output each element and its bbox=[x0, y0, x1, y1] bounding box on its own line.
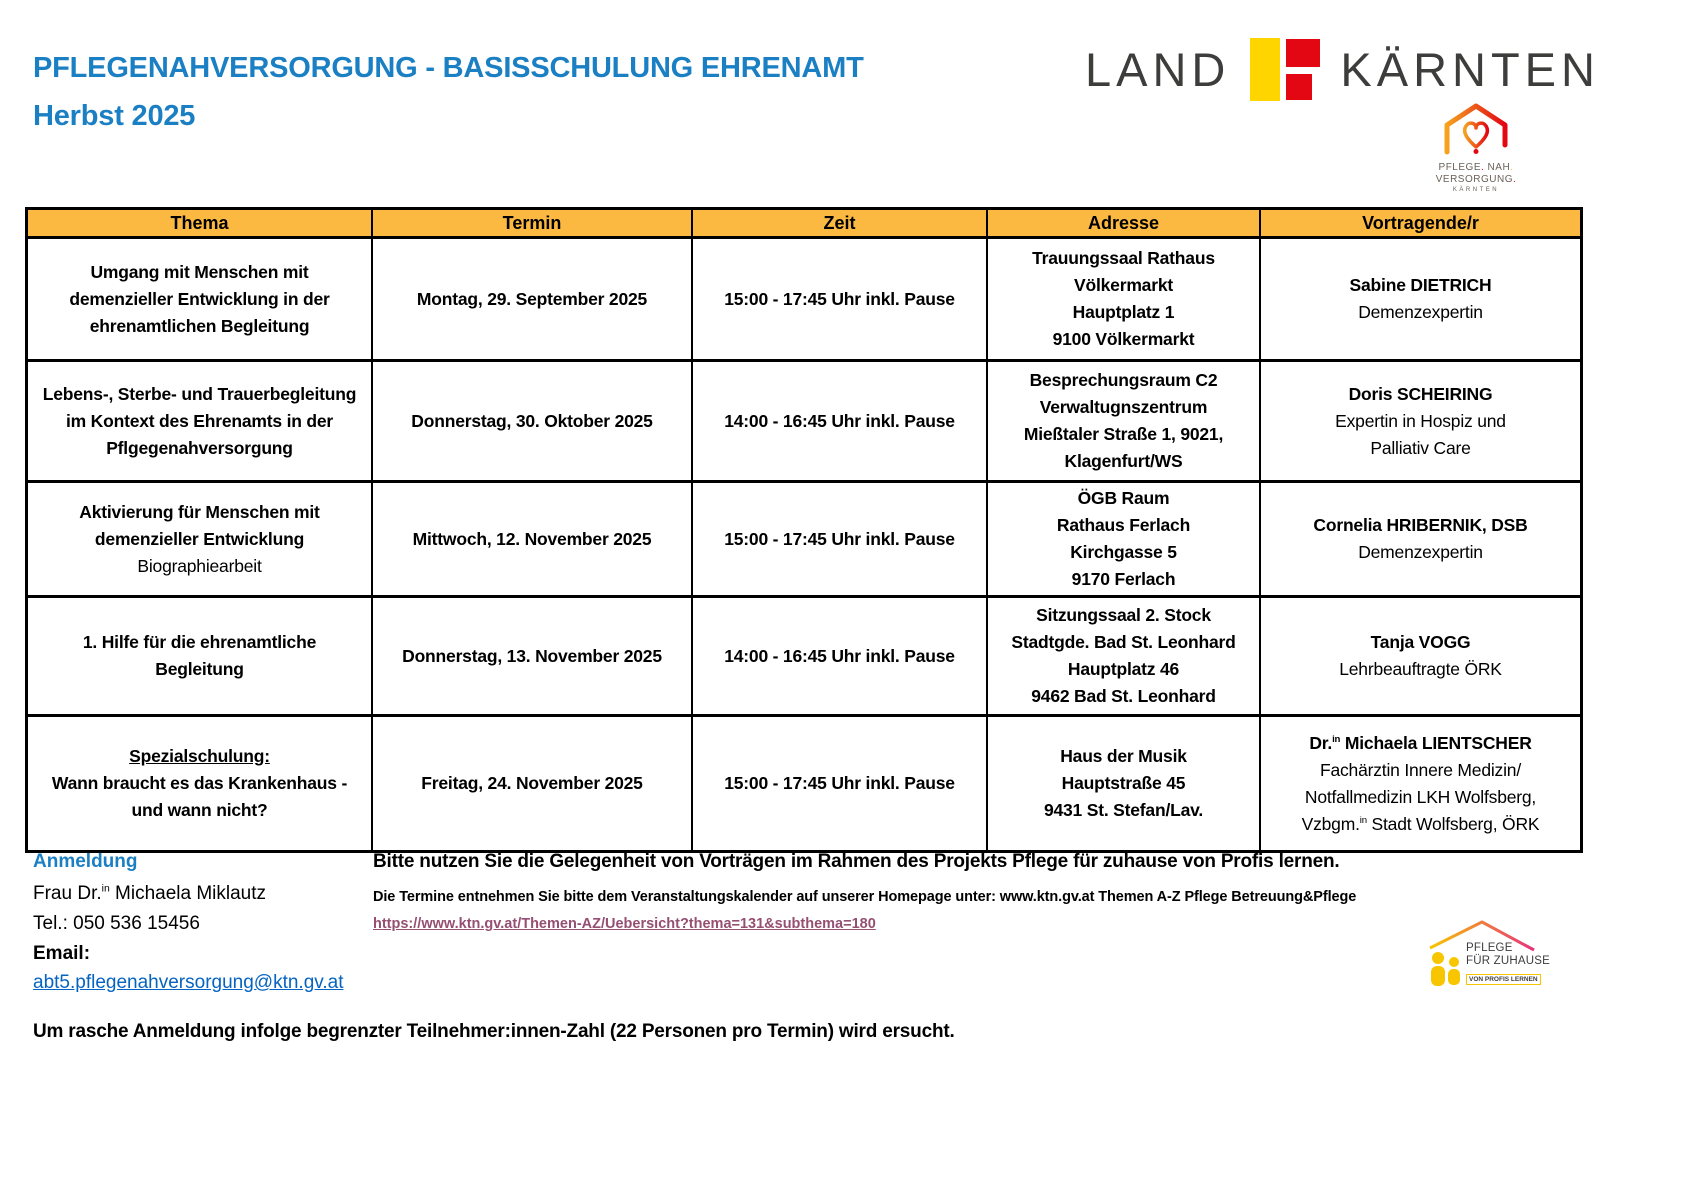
cell-zeit: 15:00 - 17:45 Uhr inkl. Pause bbox=[693, 483, 988, 598]
homepage-link[interactable]: https://www.ktn.gv.at/Themen-AZ/Uebersicht?thema=131&subthema=180 bbox=[373, 916, 876, 932]
info-text-secondary: Die Termine entnehmen Sie bitte dem Veranstaltungskalender auf unserer Homepage unter: www.ktn.gv.at Themen A-Z Pflege Betreuung&Pflege bbox=[373, 889, 1357, 905]
cell-vortragende: Dr.$^{in}$ Michaela LIENTSCHER Fachärztin Innere Medizin/ Notfallmedizin LKH Wolfsberg, Vzbgm.$^{in}$ Stadt Wolfsberg, ÖRK bbox=[1301, 732, 1540, 834]
cell-thema: Spezialschulung: Wann braucht es das Krankenhaus - und wann nicht? bbox=[28, 717, 373, 850]
pfz-logo-text-3: VON PROFIS LERNEN bbox=[1466, 974, 1541, 985]
cell-zeit: 14:00 - 16:45 Uhr inkl. Pause bbox=[693, 598, 988, 717]
flag-red-squares bbox=[1286, 38, 1320, 100]
pfz-logo-text-2: FÜR ZUHAUSE bbox=[1466, 955, 1550, 967]
email-label: Email: bbox=[33, 943, 91, 964]
email-link[interactable]: abt5.pflegenahversorgung@ktn.gv.at bbox=[33, 972, 344, 993]
cell-termin: Donnerstag, 13. November 2025 bbox=[373, 598, 693, 717]
column-header-zeit: Zeit bbox=[693, 210, 988, 239]
pnv-logo-text-3: KÄRNTEN bbox=[1452, 187, 1500, 193]
schedule-table bbox=[25, 207, 1583, 853]
house-heart-icon bbox=[1434, 100, 1518, 162]
pfz-logo-text bbox=[1466, 942, 1550, 986]
pnv-logo-text-2: VERSORGUNG. bbox=[1435, 174, 1517, 185]
column-header-thema: Thema bbox=[28, 210, 373, 239]
cell-thema: 1. Hilfe für die ehrenamtliche Begleitung bbox=[28, 598, 373, 717]
cell-adresse: Sitzungssaal 2. Stock Stadtgde. Bad St. Leonhard Hauptplatz 46 9462 Bad St. Leonhard bbox=[988, 598, 1261, 717]
pflege-nah-versorgung-logo bbox=[1422, 100, 1530, 193]
cell-adresse: Besprechungsraum C2 Verwaltugnszentrum Mießtaler Straße 1, 9021, Klagenfurt/WS bbox=[988, 362, 1261, 483]
kaernten-flag-icon bbox=[1250, 38, 1320, 101]
contact-name: Frau Dr.$^{in}$ Michaela Miklautz bbox=[33, 883, 267, 904]
cell-thema: Umgang mit Menschen mit demenzieller Entwicklung in der ehrenamtlichen Begleitung bbox=[28, 239, 373, 362]
cell-thema: Lebens-, Sterbe- und Trauerbegleitung im Kontext des Ehrenamts in der Pflgegenahversorgung bbox=[28, 362, 373, 483]
anmeldung-heading: Anmeldung bbox=[33, 851, 138, 872]
pflege-fuer-zuhause-logo bbox=[1424, 912, 1550, 994]
info-text-primary: Bitte nutzen Sie die Gelegenheit von Vorträgen im Rahmen des Projekts Pflege für zuhause von Profis lernen. bbox=[373, 851, 1340, 872]
cell-thema: Aktivierung für Menschen mit demenzieller Entwicklung Biographiearbeit bbox=[28, 483, 373, 598]
cell-zeit: 14:00 - 16:45 Uhr inkl. Pause bbox=[693, 362, 988, 483]
cell-zeit: 15:00 - 17:45 Uhr inkl. Pause bbox=[693, 239, 988, 362]
land-logo-word-right: KÄRNTEN bbox=[1340, 42, 1600, 96]
page-subtitle: Herbst 2025 bbox=[33, 100, 196, 132]
column-header-termin: Termin bbox=[373, 210, 693, 239]
column-header-vortragende-r: Vortragende/r bbox=[1261, 210, 1580, 239]
cell-adresse: Trauungssaal Rathaus Völkermarkt Hauptplatz 1 9100 Völkermarkt bbox=[988, 239, 1261, 362]
cell-vortragende: Tanja VOGG Lehrbeauftragte ÖRK bbox=[1261, 598, 1580, 717]
page-title: PFLEGENAHVERSORGUNG - BASISSCHULUNG EHRENAMT bbox=[33, 52, 864, 84]
cell-zeit: 15:00 - 17:45 Uhr inkl. Pause bbox=[693, 717, 988, 850]
cell-vortragende: Cornelia HRIBERNIK, DSB Demenzexpertin bbox=[1261, 483, 1580, 598]
cell-vortragende: Sabine DIETRICH Demenzexpertin bbox=[1261, 239, 1580, 362]
cell-termin: Montag, 29. September 2025 bbox=[373, 239, 693, 362]
land-kaernten-logo bbox=[1085, 36, 1600, 102]
contact-phone: Tel.: 050 536 15456 bbox=[33, 913, 200, 934]
cell-adresse: Haus der Musik Hauptstraße 45 9431 St. Stefan/Lav. bbox=[988, 717, 1261, 850]
cell-adresse: ÖGB Raum Rathaus Ferlach Kirchgasse 5 9170 Ferlach bbox=[988, 483, 1261, 598]
land-logo-word-left: LAND bbox=[1085, 42, 1231, 96]
flag-yellow-bar bbox=[1250, 38, 1280, 101]
cell-vortragende: Doris SCHEIRING Expertin in Hospiz und Palliativ Care bbox=[1261, 362, 1580, 483]
registration-note: Um rasche Anmeldung infolge begrenzter Teilnehmer:innen-Zahl (22 Personen pro Termin) wird ersucht. bbox=[33, 1021, 955, 1042]
cell-termin: Freitag, 24. November 2025 bbox=[373, 717, 693, 850]
pnv-logo-text-1: PFLEGE. NAH. bbox=[1438, 162, 1514, 173]
cell-termin: Donnerstag, 30. Oktober 2025 bbox=[373, 362, 693, 483]
column-header-adresse: Adresse bbox=[988, 210, 1261, 239]
cell-termin: Mittwoch, 12. November 2025 bbox=[373, 483, 693, 598]
pfz-logo-text-1: PFLEGE bbox=[1466, 942, 1513, 954]
